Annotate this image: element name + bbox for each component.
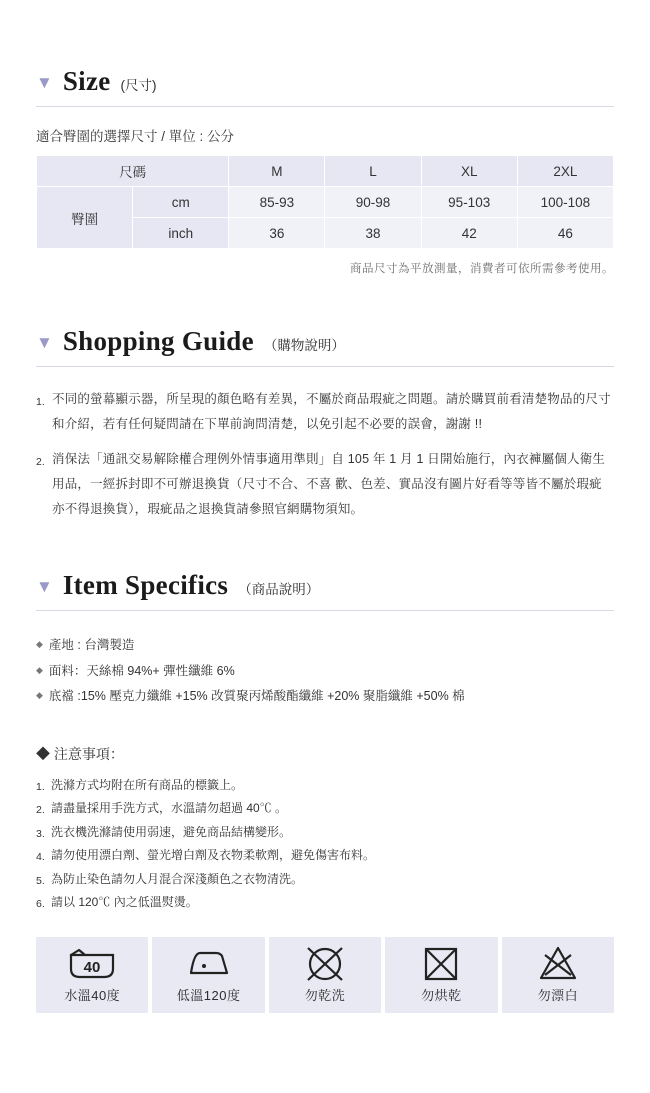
list-item — [36, 821, 614, 844]
size-section-heading — [36, 58, 614, 97]
list-item — [36, 868, 614, 891]
item-specifics-heading — [36, 562, 614, 601]
notice-number: 3. — [36, 827, 45, 840]
care-instruction-row — [36, 937, 614, 1013]
size-col-2xl: 2XL — [517, 156, 613, 187]
size-col-l: L — [325, 156, 421, 187]
notice-number: 2. — [36, 804, 45, 817]
size-title: Size — [62, 66, 111, 96]
size-col-xl: XL — [421, 156, 517, 187]
size-cm-xl: 95-103 — [421, 187, 517, 218]
size-inch-l: 38 — [325, 218, 421, 249]
spec-fabric: 面料：天絲棉 94%+ 彈性纖維 6% — [48, 663, 235, 678]
guide-item-text: 不同的螢幕顯示器，所呈現的顏色略有差異，不屬於商品瑕疵之問題。請於購買前看清楚物品的尺寸和介紹，若有任何疑問請在下單前詢問清楚，以免引起不必要的誤會，謝謝 !! — [52, 392, 611, 431]
table-row-cm — [37, 187, 614, 218]
size-row-label-hip: 臀圍 — [37, 187, 133, 249]
list-item — [36, 891, 614, 914]
care-label-no-tumble-dry: 勿烘乾 — [421, 988, 462, 1004]
guide-item-number: 1. — [36, 396, 45, 408]
shopping-guide-list — [36, 387, 614, 522]
care-cell-iron — [152, 937, 264, 1013]
diamond-bullet-icon: ◆ — [36, 639, 43, 649]
size-divider — [36, 106, 614, 107]
notice-number: 5. — [36, 874, 45, 887]
guide-item-text: 消保法「通訊交易解除權合理例外情事適用準則」自 105 年 1 月 1 日開始施行，內衣褲屬個人衛生用品，一經拆封即不可辦退換貨（尺寸不合、不喜 歡、色差、實品沒有圖片好看等等皆不屬於瑕疵亦不得退換貨），瑕疵品之退換貨請參照官網購物須知。 — [52, 452, 606, 516]
table-row-header — [37, 156, 614, 187]
care-label-iron: 低溫120度 — [176, 988, 241, 1004]
no-dry-clean-icon — [303, 945, 347, 983]
notice-number: 4. — [36, 851, 45, 864]
size-inch-2xl: 46 — [517, 218, 613, 249]
spec-gusset: 底襠 :15% 壓克力纖維 +15% 改質聚丙烯酸酯纖維 +20% 聚脂纖維 +50% 棉 — [48, 689, 465, 704]
size-inch-xl: 42 — [421, 218, 517, 249]
list-item — [36, 684, 614, 710]
wash-tub-40-icon — [65, 945, 119, 983]
care-cell-wash — [36, 937, 148, 1013]
size-col-m: M — [229, 156, 325, 187]
care-cell-no-dry-clean — [269, 937, 381, 1013]
care-label-no-bleach: 勿漂白 — [537, 988, 579, 1004]
no-tumble-dry-icon — [419, 945, 463, 983]
chevron-down-icon: ▼ — [36, 577, 53, 596]
notice-text: 請以 120℃ 內之低溫熨燙。 — [51, 895, 198, 910]
list-item — [36, 633, 614, 659]
notice-text: 請盡量採用手洗方式，水溫請勿超過 40℃ 。 — [51, 801, 288, 816]
shopping-guide-title: Shopping Guide — [62, 326, 254, 356]
notice-number: 6. — [36, 898, 45, 911]
notice-list — [36, 774, 614, 915]
list-item — [36, 774, 614, 797]
list-item — [36, 387, 614, 437]
item-specifics-title: Item Specifics — [62, 570, 229, 600]
size-table-header-label: 尺碼 — [37, 156, 229, 187]
size-subtitle: (尺寸) — [120, 78, 157, 93]
iron-low-temp-icon — [182, 945, 236, 983]
list-item — [36, 797, 614, 820]
diamond-bullet-icon: ◆ — [36, 690, 43, 701]
chevron-down-icon: ▼ — [36, 333, 53, 352]
care-cell-no-tumble-dry — [385, 937, 497, 1013]
shopping-guide-subtitle: （購物說明） — [263, 338, 345, 353]
list-item — [36, 844, 614, 867]
care-cell-no-bleach — [502, 937, 614, 1013]
spec-origin: 產地 : 台灣製造 — [48, 638, 135, 652]
size-cm-l: 90-98 — [325, 187, 421, 218]
care-label-wash: 水溫40度 — [64, 988, 121, 1004]
notice-title: ◆ 注意事項： — [36, 745, 124, 762]
spec-list — [36, 633, 614, 710]
size-table — [36, 155, 614, 249]
no-bleach-icon — [536, 945, 580, 983]
size-section — [0, 0, 650, 276]
size-cm-2xl: 100-108 — [517, 187, 613, 218]
chevron-down-icon: ▼ — [36, 73, 53, 92]
shopping-guide-section — [0, 276, 650, 522]
care-label-no-dry-clean: 勿乾洗 — [304, 988, 346, 1004]
size-cm-m: 85-93 — [229, 187, 325, 218]
notice-text: 洗衣機洗滌請使用弱速，避免商品結構變形。 — [51, 824, 292, 839]
notice-text: 洗滌方式均附在所有商品的標籤上。 — [51, 777, 244, 792]
diamond-bullet-icon: ◆ — [36, 664, 43, 675]
svg-text:40: 40 — [83, 959, 101, 977]
item-specifics-divider — [36, 610, 614, 611]
shopping-guide-divider — [36, 366, 614, 367]
size-caption: 適合臀圍的選擇尺寸 / 單位 : 公分 — [36, 129, 235, 144]
item-specifics-section — [0, 532, 650, 1013]
notice-number: 1. — [36, 780, 45, 793]
size-measurement-note: 商品尺寸為平放測量，消費者可依所需參考使用。 — [350, 263, 614, 275]
guide-item-number: 2. — [36, 456, 45, 468]
list-item — [36, 447, 614, 522]
shopping-guide-heading — [36, 318, 614, 357]
notice-text: 請勿使用漂白劑、螢光增白劑及衣物柔軟劑，避免傷害布料。 — [51, 848, 376, 863]
size-unit-cm: cm — [133, 187, 229, 218]
size-unit-inch: inch — [133, 218, 229, 249]
notice-text: 為防止染色請勿人月混合深淺顏色之衣物清洗。 — [51, 871, 304, 886]
item-specifics-subtitle: （商品說明） — [238, 582, 320, 597]
size-inch-m: 36 — [229, 218, 325, 249]
list-item — [36, 659, 614, 685]
